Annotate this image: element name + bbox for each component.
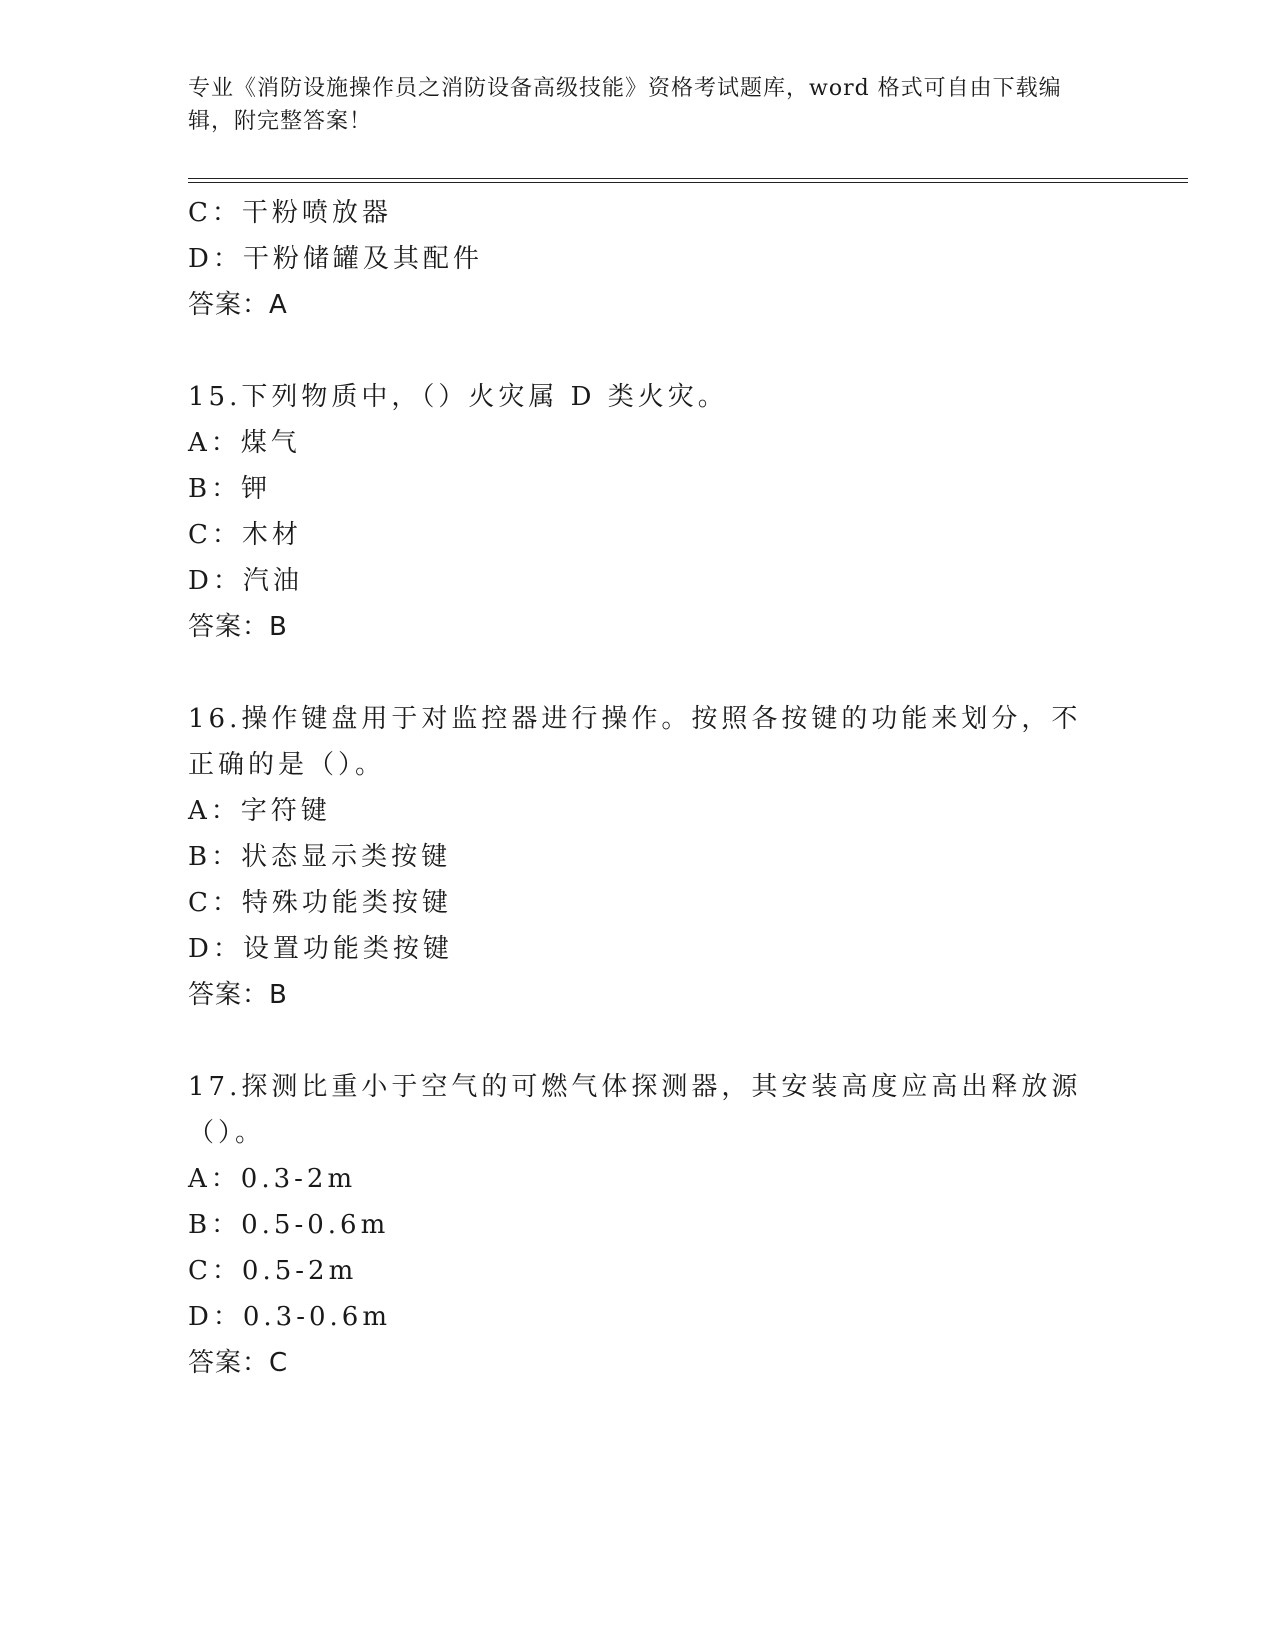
- option-label: D：: [188, 1302, 243, 1332]
- option-text: 干粉喷放器: [241, 198, 392, 228]
- question-list: [188, 190, 1088, 1386]
- option-label: D：: [188, 566, 243, 596]
- option-a: [188, 1156, 1088, 1202]
- option-label: D：: [188, 244, 243, 274]
- option-text: 字符键: [240, 796, 331, 826]
- question-17: [188, 1064, 1088, 1386]
- answer-line: 答案：B: [188, 612, 288, 642]
- option-text: 汽油: [242, 566, 303, 596]
- option-label: A：: [188, 796, 241, 826]
- option-label: A：: [188, 428, 241, 458]
- option-d: [188, 236, 1088, 282]
- question-16: [188, 696, 1088, 1018]
- option-text: 0.3-0.6m: [242, 1302, 391, 1332]
- answer-line: 答案：B: [188, 980, 288, 1010]
- option-label: C：: [188, 1256, 242, 1286]
- option-text: 0.5-2m: [241, 1256, 358, 1286]
- option-a: [188, 788, 1088, 834]
- option-label: C：: [188, 888, 242, 918]
- option-text: 设置功能类按键: [242, 934, 453, 964]
- option-text: 特殊功能类按键: [241, 888, 452, 918]
- option-text: 干粉储罐及其配件: [242, 244, 483, 274]
- question-stem: 15.下列物质中，（）火灾属 D 类火灾。: [188, 382, 728, 412]
- header-divider-top: [188, 178, 1188, 179]
- option-d: [188, 1294, 1088, 1340]
- question-15: [188, 374, 1088, 650]
- option-c: [188, 190, 1088, 236]
- option-c: [188, 880, 1088, 926]
- option-text: 木材: [241, 520, 302, 550]
- option-a: [188, 420, 1088, 466]
- option-b: [188, 834, 1088, 880]
- option-d: [188, 558, 1088, 604]
- header-divider-bottom: [188, 182, 1188, 183]
- question-stem: 17.探测比重小于空气的可燃气体探测器，其安装高度应高出释放源（）。: [188, 1072, 1082, 1148]
- option-c: [188, 1248, 1088, 1294]
- option-text: 0.5-0.6m: [241, 1210, 390, 1240]
- option-text: 煤气: [240, 428, 301, 458]
- option-label: B：: [188, 842, 242, 872]
- option-text: 状态显示类按键: [241, 842, 452, 872]
- option-label: B：: [188, 474, 242, 504]
- option-c: [188, 512, 1088, 558]
- answer-line: 答案：A: [188, 290, 288, 320]
- question-stem: 16.操作键盘用于对监控器进行操作。按照各按键的功能来划分，不正确的是（）。: [188, 704, 1082, 780]
- option-text: 钾: [241, 474, 272, 504]
- option-d: [188, 926, 1088, 972]
- option-text: 0.3-2m: [240, 1164, 357, 1194]
- option-b: [188, 1202, 1088, 1248]
- document-header: 专业《消防设施操作员之消防设备高级技能》资格考试题库，word 格式可自由下载编辑，附完整答案！: [188, 76, 1062, 134]
- option-label: A：: [188, 1164, 241, 1194]
- carryover-question: [188, 190, 1088, 328]
- option-b: [188, 466, 1088, 512]
- option-label: C：: [188, 198, 242, 228]
- option-label: B：: [188, 1210, 242, 1240]
- answer-line: 答案：C: [188, 1348, 289, 1378]
- option-label: D：: [188, 934, 243, 964]
- option-label: C：: [188, 520, 242, 550]
